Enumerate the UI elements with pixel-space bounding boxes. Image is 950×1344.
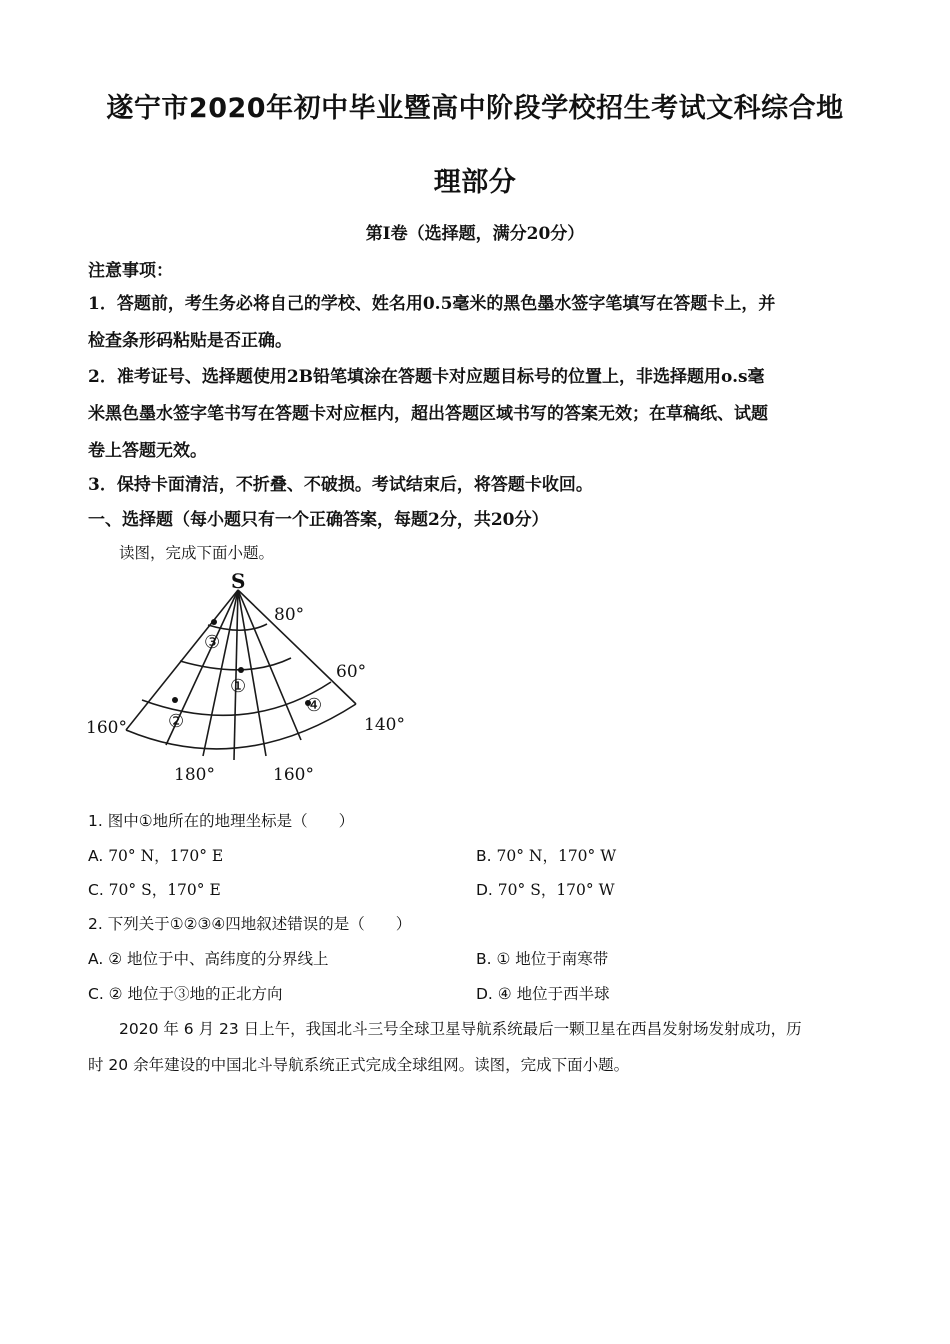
point-3-label: ③ [204,632,221,653]
q1-option-c-letter: C. [88,881,104,899]
q2-option-a-text: ② 地位于中、高纬度的分界线上 [103,950,329,968]
q1-option-c [88,878,221,900]
polar-grid-map [86,570,416,785]
q2-option-d [476,982,610,1004]
q2-option-c [88,982,283,1004]
passage-line1: 2020 年 6 月 23 日上午，我国北斗三号全球卫星导航系统最后一颗卫星在西昌发射场发射成功，历 [119,1020,802,1038]
notice-item2-line2: 米黑色墨水签字笔书写在答题卡对应框内，超出答题区域书写的答案无效；在草稿纸、试题 [88,404,768,424]
notice-item1-line2: 检查条形码粘贴是否正确。 [88,331,292,351]
q1-option-b [476,844,616,866]
lon-label-160-left: 160° [86,718,127,738]
part-one-heading: 一、选择题（每小题只有一个正确答案，每题2分，共20分） [88,510,549,530]
q2-option-c-letter: C. [88,985,104,1003]
pole-label: S [231,570,246,593]
q2-option-a [88,947,329,969]
q1-option-b-text: 70° N，170° W [491,847,617,865]
q1-option-d [476,878,615,900]
lon-label-180: 180° [174,765,215,785]
q2-stem: 2. 下列关于①②③④四地叙述错误的是（ ） [88,915,412,933]
lat-label-60: 60° [336,662,367,682]
q1-option-c-text: 70° S，170° E [103,881,221,899]
passage-line2: 时 20 余年建设的中国北斗导航系统正式完成全球组网。读图，完成下面小题。 [88,1056,630,1074]
page-title-line1: 遂宁市2020年初中毕业暨高中阶段学校招生考试文科综合地 [106,93,844,124]
page-title-line2: 理部分 [433,167,517,198]
q2-option-b-letter: B. [476,950,492,968]
q2-option-b [476,947,608,969]
q2-option-d-letter: D. [476,985,493,1003]
lat-label-80: 80° [274,605,305,625]
section-heading: 第I卷（选择题，满分20分） [365,224,585,244]
q1-option-b-letter: B. [476,847,492,865]
lon-label-140: 140° [364,715,405,735]
point-1-label: ① [230,676,247,697]
point-2-label: ② [168,711,185,732]
q1-stem: 1. 图中①地所在的地理坐标是（ ） [88,812,355,830]
q2-option-a-letter: A. [88,950,104,968]
q1-option-a [88,844,223,866]
q1-option-a-text: 70° N，170° E [103,847,224,865]
q2-option-d-text: ④ 地位于西半球 [492,985,610,1003]
q1-option-d-text: 70° S，170° W [492,881,615,899]
q2-option-b-text: ① 地位于南寒带 [491,950,609,968]
intro-text: 读图，完成下面小题。 [119,544,275,562]
notice-item2-line3: 卷上答题无效。 [88,441,207,461]
notice-item1-line1: 1．答题前，考生务必将自己的学校、姓名用0.5毫米的黑色墨水签字笔填写在答题卡上，并 [88,294,776,314]
lon-label-160-bottom: 160° [273,765,314,785]
q2-option-c-text: ② 地位于③地的正北方向 [103,985,283,1003]
point-4-label: ④ [306,695,323,716]
q1-option-d-letter: D. [476,881,493,899]
notice-item2-line1: 2．准考证号、选择题使用2B铅笔填涂在答题卡对应题目标号的位置上，非选择题用o.s毫 [88,367,765,387]
q1-option-a-letter: A. [88,847,104,865]
notice-heading: 注意事项： [88,261,173,281]
notice-item3: 3．保持卡面清洁，不折叠、不破损。考试结束后，将答题卡收回。 [88,475,593,495]
